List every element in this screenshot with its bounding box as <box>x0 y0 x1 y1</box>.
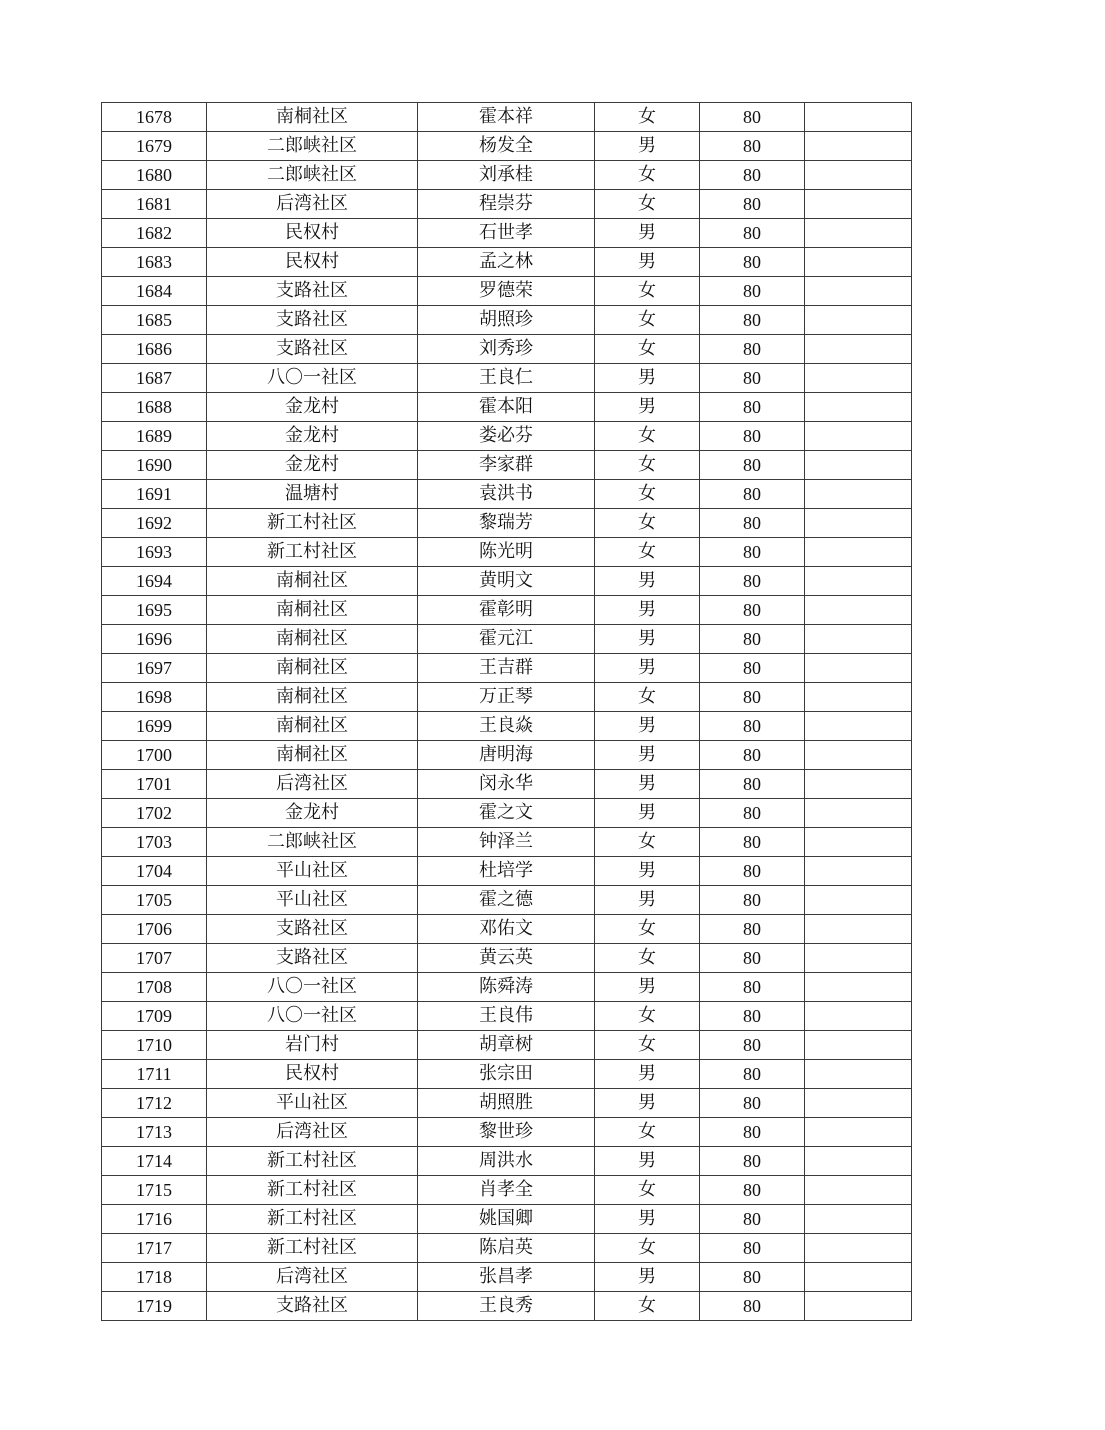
gender-cell: 女 <box>595 915 700 944</box>
gender-cell: 女 <box>595 1176 700 1205</box>
serial-number-cell: 1696 <box>102 625 207 654</box>
age-cell: 80 <box>700 219 805 248</box>
serial-number-cell: 1700 <box>102 741 207 770</box>
name-cell: 张宗田 <box>418 1060 595 1089</box>
community-cell: 新工村社区 <box>207 1234 418 1263</box>
table-row <box>102 886 912 915</box>
table-row <box>102 1234 912 1263</box>
age-cell: 80 <box>700 306 805 335</box>
table-body <box>102 103 912 1321</box>
name-cell: 霍之德 <box>418 886 595 915</box>
table-row <box>102 973 912 1002</box>
serial-number-cell: 1719 <box>102 1292 207 1321</box>
remarks-cell <box>805 132 912 161</box>
table-row <box>102 190 912 219</box>
serial-number-cell: 1688 <box>102 393 207 422</box>
community-cell: 新工村社区 <box>207 538 418 567</box>
serial-number-cell: 1681 <box>102 190 207 219</box>
serial-number-cell: 1679 <box>102 132 207 161</box>
gender-cell: 女 <box>595 1234 700 1263</box>
table-row <box>102 799 912 828</box>
serial-number-cell: 1710 <box>102 1031 207 1060</box>
table-row <box>102 306 912 335</box>
serial-number-cell: 1690 <box>102 451 207 480</box>
remarks-cell <box>805 538 912 567</box>
serial-number-cell: 1695 <box>102 596 207 625</box>
table-row <box>102 335 912 364</box>
remarks-cell <box>805 1263 912 1292</box>
table-row <box>102 1176 912 1205</box>
community-cell: 二郎峡社区 <box>207 828 418 857</box>
serial-number-cell: 1714 <box>102 1147 207 1176</box>
age-cell: 80 <box>700 973 805 1002</box>
remarks-cell <box>805 596 912 625</box>
serial-number-cell: 1693 <box>102 538 207 567</box>
community-cell: 金龙村 <box>207 422 418 451</box>
age-cell: 80 <box>700 770 805 799</box>
community-cell: 新工村社区 <box>207 1205 418 1234</box>
table-row <box>102 1089 912 1118</box>
name-cell: 胡照珍 <box>418 306 595 335</box>
table-row <box>102 567 912 596</box>
table-row <box>102 1292 912 1321</box>
age-cell: 80 <box>700 1060 805 1089</box>
age-cell: 80 <box>700 1205 805 1234</box>
remarks-cell <box>805 973 912 1002</box>
remarks-cell <box>805 1031 912 1060</box>
community-cell: 支路社区 <box>207 306 418 335</box>
serial-number-cell: 1686 <box>102 335 207 364</box>
gender-cell: 女 <box>595 161 700 190</box>
community-cell: 民权村 <box>207 1060 418 1089</box>
community-cell: 温塘村 <box>207 480 418 509</box>
age-cell: 80 <box>700 1089 805 1118</box>
gender-cell: 女 <box>595 1031 700 1060</box>
age-cell: 80 <box>700 1263 805 1292</box>
age-cell: 80 <box>700 828 805 857</box>
age-cell: 80 <box>700 915 805 944</box>
table-row <box>102 132 912 161</box>
table-row <box>102 683 912 712</box>
age-cell: 80 <box>700 393 805 422</box>
serial-number-cell: 1706 <box>102 915 207 944</box>
name-cell: 杜培学 <box>418 857 595 886</box>
table-row <box>102 1060 912 1089</box>
serial-number-cell: 1715 <box>102 1176 207 1205</box>
community-cell: 新工村社区 <box>207 1176 418 1205</box>
name-cell: 杨发全 <box>418 132 595 161</box>
community-cell: 支路社区 <box>207 335 418 364</box>
table-row <box>102 857 912 886</box>
remarks-cell <box>805 741 912 770</box>
community-cell: 后湾社区 <box>207 1263 418 1292</box>
gender-cell: 女 <box>595 1118 700 1147</box>
age-cell: 80 <box>700 190 805 219</box>
serial-number-cell: 1697 <box>102 654 207 683</box>
community-cell: 民权村 <box>207 219 418 248</box>
community-cell: 南桐社区 <box>207 567 418 596</box>
gender-cell: 女 <box>595 509 700 538</box>
name-cell: 黎世珍 <box>418 1118 595 1147</box>
gender-cell: 男 <box>595 596 700 625</box>
name-cell: 霍本祥 <box>418 103 595 132</box>
community-cell: 金龙村 <box>207 393 418 422</box>
serial-number-cell: 1708 <box>102 973 207 1002</box>
table-row <box>102 828 912 857</box>
community-cell: 支路社区 <box>207 915 418 944</box>
serial-number-cell: 1687 <box>102 364 207 393</box>
name-cell: 程崇芬 <box>418 190 595 219</box>
name-cell: 姚国卿 <box>418 1205 595 1234</box>
table-row <box>102 712 912 741</box>
name-cell: 霍本阳 <box>418 393 595 422</box>
name-cell: 钟泽兰 <box>418 828 595 857</box>
gender-cell: 女 <box>595 1002 700 1031</box>
name-cell: 胡章树 <box>418 1031 595 1060</box>
serial-number-cell: 1691 <box>102 480 207 509</box>
name-cell: 陈光明 <box>418 538 595 567</box>
table-row <box>102 915 912 944</box>
remarks-cell <box>805 1118 912 1147</box>
remarks-cell <box>805 422 912 451</box>
table-row <box>102 219 912 248</box>
remarks-cell <box>805 480 912 509</box>
serial-number-cell: 1683 <box>102 248 207 277</box>
gender-cell: 男 <box>595 741 700 770</box>
community-cell: 平山社区 <box>207 1089 418 1118</box>
name-cell: 陈启英 <box>418 1234 595 1263</box>
gender-cell: 男 <box>595 886 700 915</box>
table-row <box>102 451 912 480</box>
name-cell: 万正琴 <box>418 683 595 712</box>
table-row <box>102 1263 912 1292</box>
gender-cell: 女 <box>595 828 700 857</box>
table-row <box>102 1118 912 1147</box>
remarks-cell <box>805 219 912 248</box>
gender-cell: 男 <box>595 857 700 886</box>
community-cell: 后湾社区 <box>207 190 418 219</box>
age-cell: 80 <box>700 1234 805 1263</box>
remarks-cell <box>805 567 912 596</box>
serial-number-cell: 1694 <box>102 567 207 596</box>
gender-cell: 男 <box>595 712 700 741</box>
gender-cell: 女 <box>595 538 700 567</box>
gender-cell: 女 <box>595 451 700 480</box>
name-cell: 霍之文 <box>418 799 595 828</box>
remarks-cell <box>805 1002 912 1031</box>
serial-number-cell: 1709 <box>102 1002 207 1031</box>
gender-cell: 男 <box>595 770 700 799</box>
community-cell: 新工村社区 <box>207 1147 418 1176</box>
age-cell: 80 <box>700 799 805 828</box>
name-cell: 刘秀珍 <box>418 335 595 364</box>
remarks-cell <box>805 509 912 538</box>
serial-number-cell: 1717 <box>102 1234 207 1263</box>
gender-cell: 女 <box>595 944 700 973</box>
age-cell: 80 <box>700 654 805 683</box>
table-row <box>102 625 912 654</box>
name-cell: 王良焱 <box>418 712 595 741</box>
name-cell: 袁洪书 <box>418 480 595 509</box>
name-cell: 李家群 <box>418 451 595 480</box>
community-cell: 岩门村 <box>207 1031 418 1060</box>
name-cell: 王良仁 <box>418 364 595 393</box>
remarks-cell <box>805 1176 912 1205</box>
name-cell: 闵永华 <box>418 770 595 799</box>
serial-number-cell: 1702 <box>102 799 207 828</box>
age-cell: 80 <box>700 1118 805 1147</box>
gender-cell: 男 <box>595 393 700 422</box>
serial-number-cell: 1684 <box>102 277 207 306</box>
serial-number-cell: 1716 <box>102 1205 207 1234</box>
gender-cell: 男 <box>595 973 700 1002</box>
name-cell: 娄必芬 <box>418 422 595 451</box>
name-cell: 王良秀 <box>418 1292 595 1321</box>
data-table <box>101 102 912 1321</box>
name-cell: 肖孝全 <box>418 1176 595 1205</box>
remarks-cell <box>805 654 912 683</box>
gender-cell: 男 <box>595 799 700 828</box>
name-cell: 刘承桂 <box>418 161 595 190</box>
age-cell: 80 <box>700 596 805 625</box>
community-cell: 民权村 <box>207 248 418 277</box>
serial-number-cell: 1680 <box>102 161 207 190</box>
table-row <box>102 103 912 132</box>
name-cell: 罗德荣 <box>418 277 595 306</box>
remarks-cell <box>805 335 912 364</box>
serial-number-cell: 1698 <box>102 683 207 712</box>
gender-cell: 男 <box>595 219 700 248</box>
community-cell: 二郎峡社区 <box>207 161 418 190</box>
serial-number-cell: 1701 <box>102 770 207 799</box>
remarks-cell <box>805 451 912 480</box>
remarks-cell <box>805 393 912 422</box>
serial-number-cell: 1712 <box>102 1089 207 1118</box>
age-cell: 80 <box>700 1002 805 1031</box>
gender-cell: 男 <box>595 1060 700 1089</box>
remarks-cell <box>805 799 912 828</box>
community-cell: 金龙村 <box>207 451 418 480</box>
table-row <box>102 480 912 509</box>
remarks-cell <box>805 886 912 915</box>
remarks-cell <box>805 1060 912 1089</box>
serial-number-cell: 1682 <box>102 219 207 248</box>
name-cell: 孟之林 <box>418 248 595 277</box>
community-cell: 南桐社区 <box>207 741 418 770</box>
gender-cell: 男 <box>595 654 700 683</box>
table-row <box>102 422 912 451</box>
table-row <box>102 741 912 770</box>
age-cell: 80 <box>700 1292 805 1321</box>
age-cell: 80 <box>700 625 805 654</box>
remarks-cell <box>805 306 912 335</box>
name-cell: 胡照胜 <box>418 1089 595 1118</box>
remarks-cell <box>805 770 912 799</box>
age-cell: 80 <box>700 886 805 915</box>
remarks-cell <box>805 1234 912 1263</box>
table-row <box>102 509 912 538</box>
remarks-cell <box>805 248 912 277</box>
name-cell: 黄明文 <box>418 567 595 596</box>
name-cell: 陈舜涛 <box>418 973 595 1002</box>
gender-cell: 女 <box>595 683 700 712</box>
community-cell: 后湾社区 <box>207 770 418 799</box>
table-row <box>102 393 912 422</box>
table-row <box>102 596 912 625</box>
community-cell: 金龙村 <box>207 799 418 828</box>
gender-cell: 男 <box>595 248 700 277</box>
community-cell: 支路社区 <box>207 277 418 306</box>
serial-number-cell: 1704 <box>102 857 207 886</box>
gender-cell: 男 <box>595 132 700 161</box>
remarks-cell <box>805 161 912 190</box>
age-cell: 80 <box>700 741 805 770</box>
community-cell: 南桐社区 <box>207 712 418 741</box>
age-cell: 80 <box>700 132 805 161</box>
age-cell: 80 <box>700 1031 805 1060</box>
gender-cell: 女 <box>595 306 700 335</box>
remarks-cell <box>805 625 912 654</box>
community-cell: 后湾社区 <box>207 1118 418 1147</box>
table-row <box>102 654 912 683</box>
name-cell: 霍元江 <box>418 625 595 654</box>
age-cell: 80 <box>700 857 805 886</box>
name-cell: 唐明海 <box>418 741 595 770</box>
age-cell: 80 <box>700 161 805 190</box>
remarks-cell <box>805 828 912 857</box>
age-cell: 80 <box>700 567 805 596</box>
table-row <box>102 161 912 190</box>
age-cell: 80 <box>700 422 805 451</box>
remarks-cell <box>805 277 912 306</box>
serial-number-cell: 1703 <box>102 828 207 857</box>
gender-cell: 女 <box>595 190 700 219</box>
community-cell: 八〇一社区 <box>207 1002 418 1031</box>
serial-number-cell: 1692 <box>102 509 207 538</box>
remarks-cell <box>805 1292 912 1321</box>
name-cell: 石世孝 <box>418 219 595 248</box>
age-cell: 80 <box>700 509 805 538</box>
table-row <box>102 538 912 567</box>
serial-number-cell: 1678 <box>102 103 207 132</box>
gender-cell: 女 <box>595 422 700 451</box>
name-cell: 邓佑文 <box>418 915 595 944</box>
gender-cell: 男 <box>595 1147 700 1176</box>
name-cell: 王吉群 <box>418 654 595 683</box>
gender-cell: 女 <box>595 103 700 132</box>
name-cell: 周洪水 <box>418 1147 595 1176</box>
gender-cell: 男 <box>595 1263 700 1292</box>
serial-number-cell: 1718 <box>102 1263 207 1292</box>
age-cell: 80 <box>700 1147 805 1176</box>
table-row <box>102 1147 912 1176</box>
remarks-cell <box>805 364 912 393</box>
table-row <box>102 1002 912 1031</box>
age-cell: 80 <box>700 712 805 741</box>
age-cell: 80 <box>700 364 805 393</box>
age-cell: 80 <box>700 103 805 132</box>
gender-cell: 女 <box>595 480 700 509</box>
gender-cell: 男 <box>595 625 700 654</box>
name-cell: 霍彰明 <box>418 596 595 625</box>
table-row <box>102 277 912 306</box>
remarks-cell <box>805 683 912 712</box>
age-cell: 80 <box>700 1176 805 1205</box>
table-row <box>102 364 912 393</box>
gender-cell: 女 <box>595 335 700 364</box>
age-cell: 80 <box>700 248 805 277</box>
name-cell: 黄云英 <box>418 944 595 973</box>
table-row <box>102 248 912 277</box>
age-cell: 80 <box>700 480 805 509</box>
name-cell: 张昌孝 <box>418 1263 595 1292</box>
name-cell: 黎瑞芳 <box>418 509 595 538</box>
community-cell: 新工村社区 <box>207 509 418 538</box>
serial-number-cell: 1699 <box>102 712 207 741</box>
community-cell: 支路社区 <box>207 944 418 973</box>
remarks-cell <box>805 190 912 219</box>
remarks-cell <box>805 857 912 886</box>
table-row <box>102 944 912 973</box>
gender-cell: 女 <box>595 277 700 306</box>
age-cell: 80 <box>700 335 805 364</box>
serial-number-cell: 1689 <box>102 422 207 451</box>
remarks-cell <box>805 944 912 973</box>
gender-cell: 男 <box>595 1205 700 1234</box>
community-cell: 八〇一社区 <box>207 973 418 1002</box>
community-cell: 平山社区 <box>207 886 418 915</box>
age-cell: 80 <box>700 538 805 567</box>
remarks-cell <box>805 1089 912 1118</box>
community-cell: 南桐社区 <box>207 596 418 625</box>
remarks-cell <box>805 1147 912 1176</box>
community-cell: 二郎峡社区 <box>207 132 418 161</box>
table-row <box>102 1031 912 1060</box>
serial-number-cell: 1705 <box>102 886 207 915</box>
gender-cell: 女 <box>595 1292 700 1321</box>
remarks-cell <box>805 103 912 132</box>
table-row <box>102 1205 912 1234</box>
name-cell: 王良伟 <box>418 1002 595 1031</box>
community-cell: 支路社区 <box>207 1292 418 1321</box>
serial-number-cell: 1711 <box>102 1060 207 1089</box>
community-cell: 南桐社区 <box>207 625 418 654</box>
community-cell: 八〇一社区 <box>207 364 418 393</box>
serial-number-cell: 1707 <box>102 944 207 973</box>
age-cell: 80 <box>700 277 805 306</box>
community-cell: 南桐社区 <box>207 103 418 132</box>
serial-number-cell: 1713 <box>102 1118 207 1147</box>
community-cell: 南桐社区 <box>207 683 418 712</box>
age-cell: 80 <box>700 451 805 480</box>
remarks-cell <box>805 1205 912 1234</box>
gender-cell: 男 <box>595 1089 700 1118</box>
remarks-cell <box>805 712 912 741</box>
community-cell: 平山社区 <box>207 857 418 886</box>
gender-cell: 男 <box>595 567 700 596</box>
age-cell: 80 <box>700 944 805 973</box>
age-cell: 80 <box>700 683 805 712</box>
serial-number-cell: 1685 <box>102 306 207 335</box>
remarks-cell <box>805 915 912 944</box>
gender-cell: 男 <box>595 364 700 393</box>
community-cell: 南桐社区 <box>207 654 418 683</box>
table-row <box>102 770 912 799</box>
